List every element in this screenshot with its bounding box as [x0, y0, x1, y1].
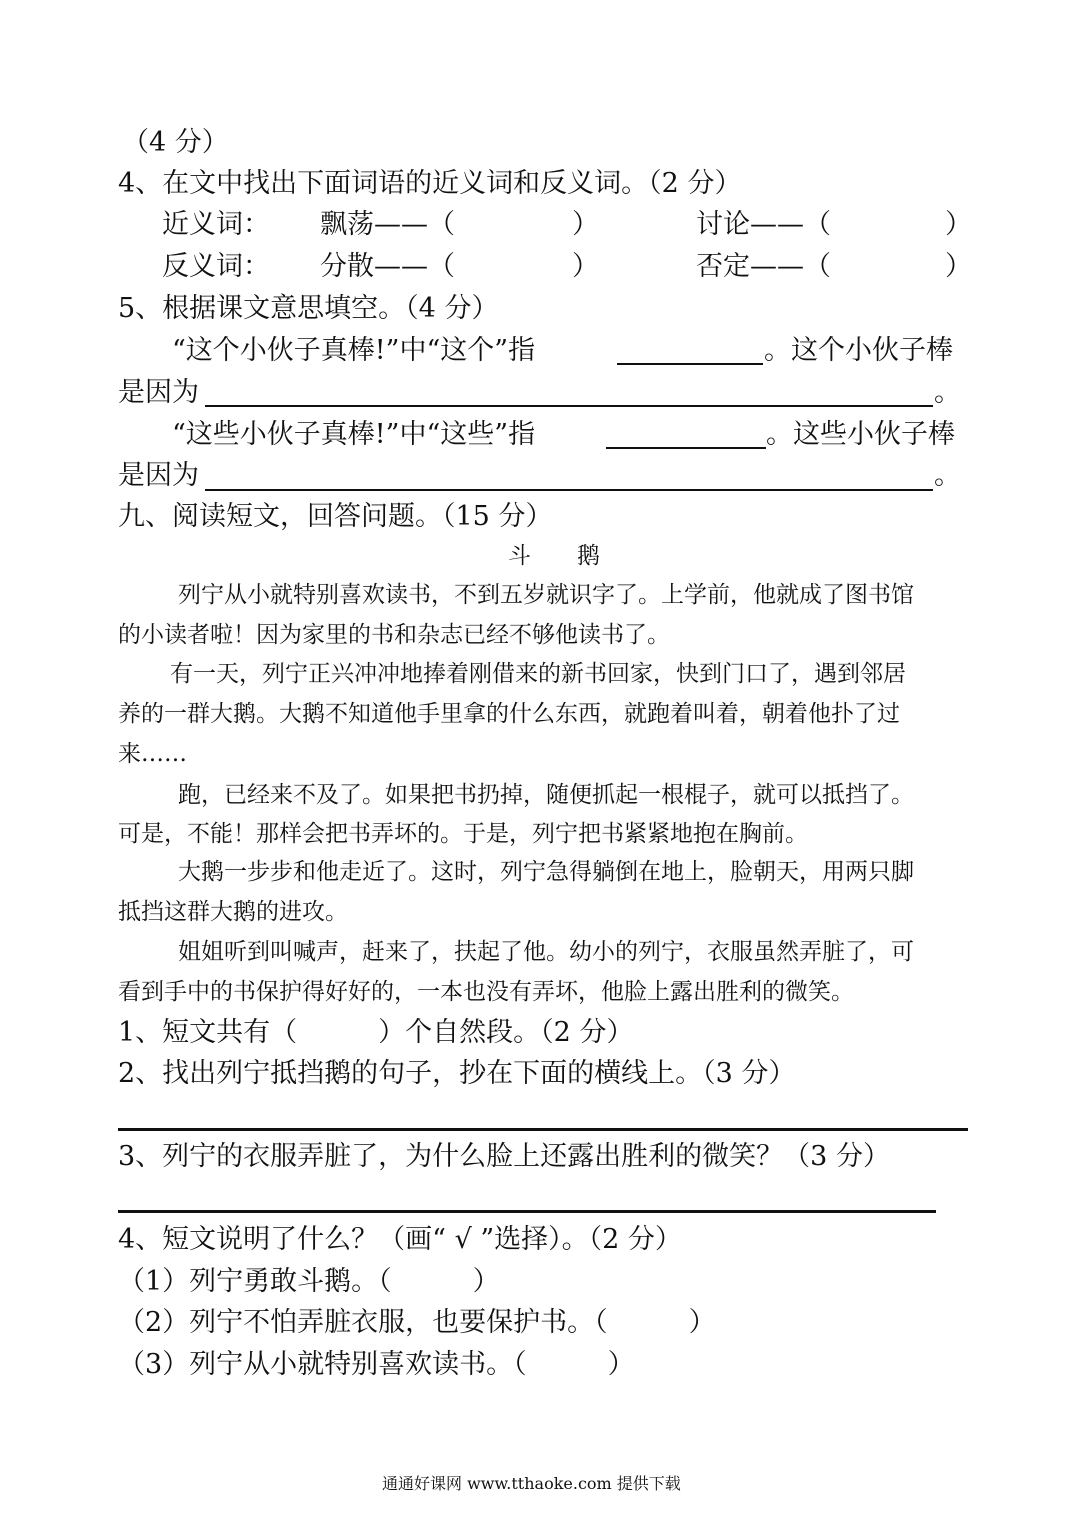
passage-line: 的小读者啦！因为家里的书和杂志已经不够他读书了。 [118, 622, 670, 648]
choice-option-2: （2）列宁不怕弄脏衣服，也要保护书。（ ） [118, 1307, 716, 1338]
reading-question-4: 4、短文说明了什么？（画“ √ ”选择）。（2 分） [118, 1224, 682, 1255]
passage-line: 列宁从小就特别喜欢读书，不到五岁就识字了。上学前，他就成了图书馆 [178, 582, 914, 608]
fill-blank-4[interactable] [205, 489, 933, 491]
passage-line: 有一天，列宁正兴冲冲地捧着刚借来的新书回家，快到门口了，遇到邻居 [170, 661, 906, 687]
answer-line-q2[interactable] [118, 1128, 968, 1131]
passage-line: 看到手中的书保护得好好的，一本也没有弄坏，他脸上露出胜利的微笑。 [118, 979, 854, 1005]
question-5-title: 5、根据课文意思填空。（4 分） [118, 293, 499, 324]
fill-line-2-prompt: 是因为 [118, 377, 199, 408]
antonym-item-2-close: ） [945, 251, 972, 282]
fill-blank-1[interactable] [617, 363, 763, 365]
choice-option-3: （3）列宁从小就特别喜欢读书。（ ） [118, 1349, 635, 1380]
passage-line: 养的一群大鹅。大鹅不知道他手里拿的什么东西，就跑着叫着，朝着他扑了过 [118, 701, 900, 727]
fill-line-4-end: 。 [934, 460, 961, 491]
passage-line: 大鹅一步步和他走近了。这时，列宁急得躺倒在地上，脸朝天，用两只脚 [178, 859, 914, 885]
antonym-item-1-close: ） [572, 251, 599, 282]
antonym-item-2: 否定——（ [696, 251, 831, 282]
antonym-item-1: 分散——（ [320, 251, 455, 282]
fill-blank-2[interactable] [205, 405, 933, 407]
reading-question-1: 1、短文共有（ ）个自然段。（2 分） [118, 1017, 634, 1048]
antonym-label: 反义词： [162, 251, 270, 282]
fill-line-3-suffix: 。这些小伙子棒 [766, 419, 955, 450]
question-4-title: 4、在文中找出下面词语的近义词和反义词。（2 分） [118, 168, 742, 199]
previous-question-points: （4 分） [122, 127, 229, 158]
fill-line-1-prompt: “这个小伙子真棒!”中“这个”指 [172, 335, 536, 366]
fill-line-2-end: 。 [934, 377, 961, 408]
synonym-item-2: 讨论——（ [696, 209, 831, 240]
passage-line: 跑，已经来不及了。如果把书扔掉，随便抓起一根棍子，就可以抵挡了。 [178, 782, 914, 808]
answer-line-q3[interactable] [118, 1210, 936, 1213]
fill-blank-3[interactable] [606, 447, 766, 449]
passage-line: 来…… [118, 741, 187, 767]
section-9-title: 九、阅读短文，回答问题。（15 分） [118, 501, 553, 532]
reading-question-3: 3、列宁的衣服弄脏了，为什么脸上还露出胜利的微笑？（3 分） [118, 1141, 890, 1172]
reading-question-2: 2、找出列宁抵挡鹅的句子，抄在下面的横线上。（3 分） [118, 1058, 796, 1089]
choice-option-1: （1）列宁勇敢斗鹅。（ ） [118, 1266, 500, 1297]
fill-line-4-prompt: 是因为 [118, 460, 199, 491]
passage-line: 可是，不能！那样会把书弄坏的。于是，列宁把书紧紧地抱在胸前。 [118, 821, 808, 847]
synonym-item-2-close: ） [945, 209, 972, 240]
fill-line-1-suffix: 。这个小伙子棒 [764, 335, 953, 366]
synonym-label: 近义词： [162, 209, 270, 240]
synonym-item-1-close: ） [572, 209, 599, 240]
passage-line: 抵挡这群大鹅的进攻。 [118, 899, 348, 925]
fill-line-3-prompt: “这些小伙子真棒!”中“这些”指 [172, 419, 536, 450]
passage-line: 姐姐听到叫喊声，赶来了，扶起了他。幼小的列宁，衣服虽然弄脏了，可 [178, 939, 914, 965]
synonym-item-1: 飘荡——（ [320, 209, 455, 240]
passage-title: 斗 鹅 [508, 543, 600, 569]
download-footer: 通通好课网 www.tthaoke.com 提供下载 [382, 1474, 681, 1493]
